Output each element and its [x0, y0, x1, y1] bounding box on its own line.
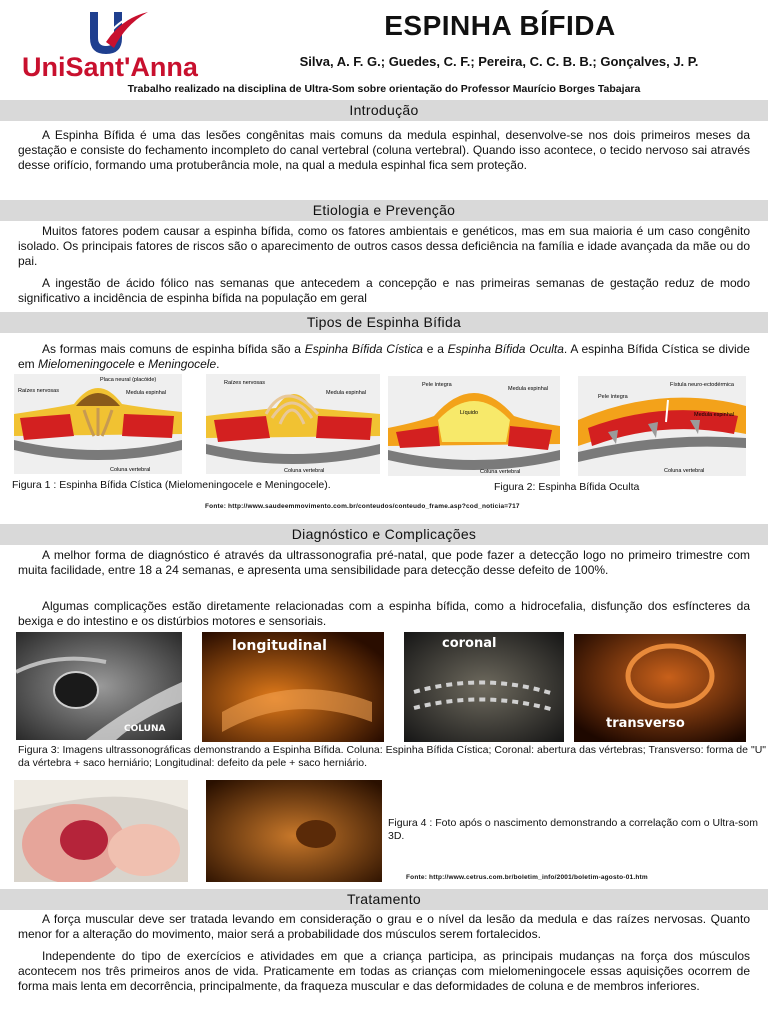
tipos-paragraph: As formas mais comuns de espinha bífida são a Espinha Bífida Cística e a Espinha Bífida Oculta. A espinha Bífida Cística se divide em Mielomeningocele e Meningocele.: [18, 342, 750, 371]
section-heading-diagnostico: Diagnóstico e Complicações: [0, 524, 768, 545]
us-label-transverso: transverso: [606, 716, 685, 731]
figure-2-caption: Figura 2: Espinha Bífida Oculta: [494, 481, 640, 493]
us-label-coronal: coronal: [442, 636, 497, 651]
section-heading-tratamento: Tratamento: [0, 889, 768, 910]
figure-4-caption: Figura 4 : Foto após o nascimento demonstrando a correlação com o Ultra-som 3D.: [388, 817, 759, 842]
us-label-coluna: COLUNA: [124, 724, 166, 734]
d1-label-1: Raízes nervosas: [18, 388, 59, 394]
d2-label-0: Raízes nervosas: [224, 380, 265, 386]
d3-label-3: Coluna vertebral: [480, 469, 521, 475]
d4-label-2: Medula espinhal: [694, 412, 735, 418]
ultrasound-3d: [206, 780, 382, 882]
page-title: ESPINHA BÍFIDA: [384, 10, 616, 41]
d4-label-0: Fístula neuro-ectodérmica: [670, 382, 734, 388]
newborn-photo: [14, 780, 188, 882]
diagnostico-paragraph-1: A melhor forma de diagnóstico é através da ultrassonografia pré-natal, que pode fazer a detecção logo no primeiro trimestre com muita facilidade, entre 18 a 24 semanas, e apresenta uma sensibilidade para detecção desse defeito de 100%.: [18, 548, 750, 577]
authors: Silva, A. F. G.; Guedes, C. F.; Pereira, C. C. B. B.; Gonçalves, J. P.: [299, 54, 699, 69]
source-link-1: Fonte: http://www.saudeemmovimento.com.br/conteudos/conteudo_frame.asp?cod_noticia=717: [205, 503, 520, 510]
figure-3-caption: Figura 3: Imagens ultrassonográficas demonstrando a Espinha Bífida. Coluna: Espinha Bífida Cística; Coronal: abertura das vértebras; Transverso: forma de "U" da vértebra + saco herniário; Longitudinal: defeito da pele + saco herniário.: [18, 744, 766, 769]
source-link-2: Fonte: http://www.cetrus.com.br/boletim_info/2001/boletim-agosto-01.htm: [406, 874, 648, 881]
logo-text: UniSant'Anna: [22, 52, 198, 82]
unisantanna-logo: [22, 8, 212, 82]
d1-label-0: Placa neural (placóide): [100, 377, 157, 383]
section-heading-tipos: Tipos de Espinha Bífida: [0, 312, 768, 333]
d4-label-3: Coluna vertebral: [664, 468, 705, 474]
ultrasound-coronal: [404, 632, 564, 742]
us-label-longitudinal: longitudinal: [232, 638, 327, 654]
d2-label-2: Coluna vertebral: [284, 468, 325, 474]
ultrasound-longitudinal: [202, 632, 384, 742]
tratamento-paragraph-1: A força muscular deve ser tratada levando em consideração o grau e o nível da lesão da medula e das raízes nervosas. Quanto menor for a alteração do movimento, maior será a probabilidade dos músculos serem fortalecidos.: [18, 912, 750, 941]
section-heading-etiologia: Etiologia e Prevenção: [0, 200, 768, 221]
ultrasound-coluna: [16, 632, 182, 740]
d2-label-1: Medula espinhal: [326, 390, 367, 396]
d1-label-2: Medula espinhal: [126, 390, 167, 396]
ultrasound-transverso: [574, 634, 746, 742]
d3-label-0: Pele íntegra: [422, 382, 452, 388]
figure-1-caption: Figura 1 : Espinha Bífida Cística (Mielomeningocele e Meningocele).: [12, 479, 331, 491]
d1-label-3: Coluna vertebral: [110, 467, 151, 473]
d3-label-2: Líquido: [460, 410, 479, 416]
diagnostico-paragraph-2: Algumas complicações estão diretamente relacionadas com a espinha bífida, como a hidrocefalia, disfunção dos esfíncteres da bexiga e do intestino e os distúrbios motores e sensoriais.: [18, 599, 750, 628]
intro-paragraph: A Espinha Bífida é uma das lesões congênitas mais comuns da medula espinhal, desenvolve-se nos dois primeiros meses da gestação e consiste do fechamento incompleto do canal vertebral (coluna vertebral). Quando isso acontece, o tecido nervoso sai através desse orifício, formando uma protuberância mole, na qual a medula espinhal fica sem proteção.: [18, 128, 750, 172]
etiologia-paragraph-1: Muitos fatores podem causar a espinha bífida, como os fatores ambientais e genéticos, mas em sua maioria é um caso congênito isolado. Os principais fatores de riscos são o aparecimento de outros casos dessa deficiência na família e idade avançada da mãe ou do pai.: [18, 224, 750, 268]
d3-label-1: Medula espinhal: [508, 386, 549, 392]
diagram-meningocele: [206, 374, 380, 474]
diagram-oculta-2: [578, 376, 746, 476]
etiologia-paragraph-2: A ingestão de ácido fólico nas semanas que antecedem a concepção e nas primeiras semanas de gestação reduz de modo significativo a incidência de espinha bífida na população em geral: [18, 276, 750, 305]
subtitle: Trabalho realizado na disciplina de Ultra-Som sobre orientação do Professor Maurício Borges Tabajara: [127, 83, 641, 95]
d4-label-1: Pele íntegra: [598, 394, 628, 400]
tratamento-paragraph-2: Independente do tipo de exercícios e atividades em que a criança participa, as principais mudanças na força dos músculos acontecem nos três primeiros anos de vida. Praticamente em todas as crianças com mielomeningocele essas aquisições ocorrem de forma mais lenta em decorrência, principalmente, da fraqueza muscular e das deformidades de coluna e de membros inferiores.: [18, 949, 750, 993]
diagram-oculta-1: [388, 376, 560, 476]
section-heading-intro: Introdução: [0, 100, 768, 121]
diagram-mielomeningocele: [14, 374, 182, 474]
